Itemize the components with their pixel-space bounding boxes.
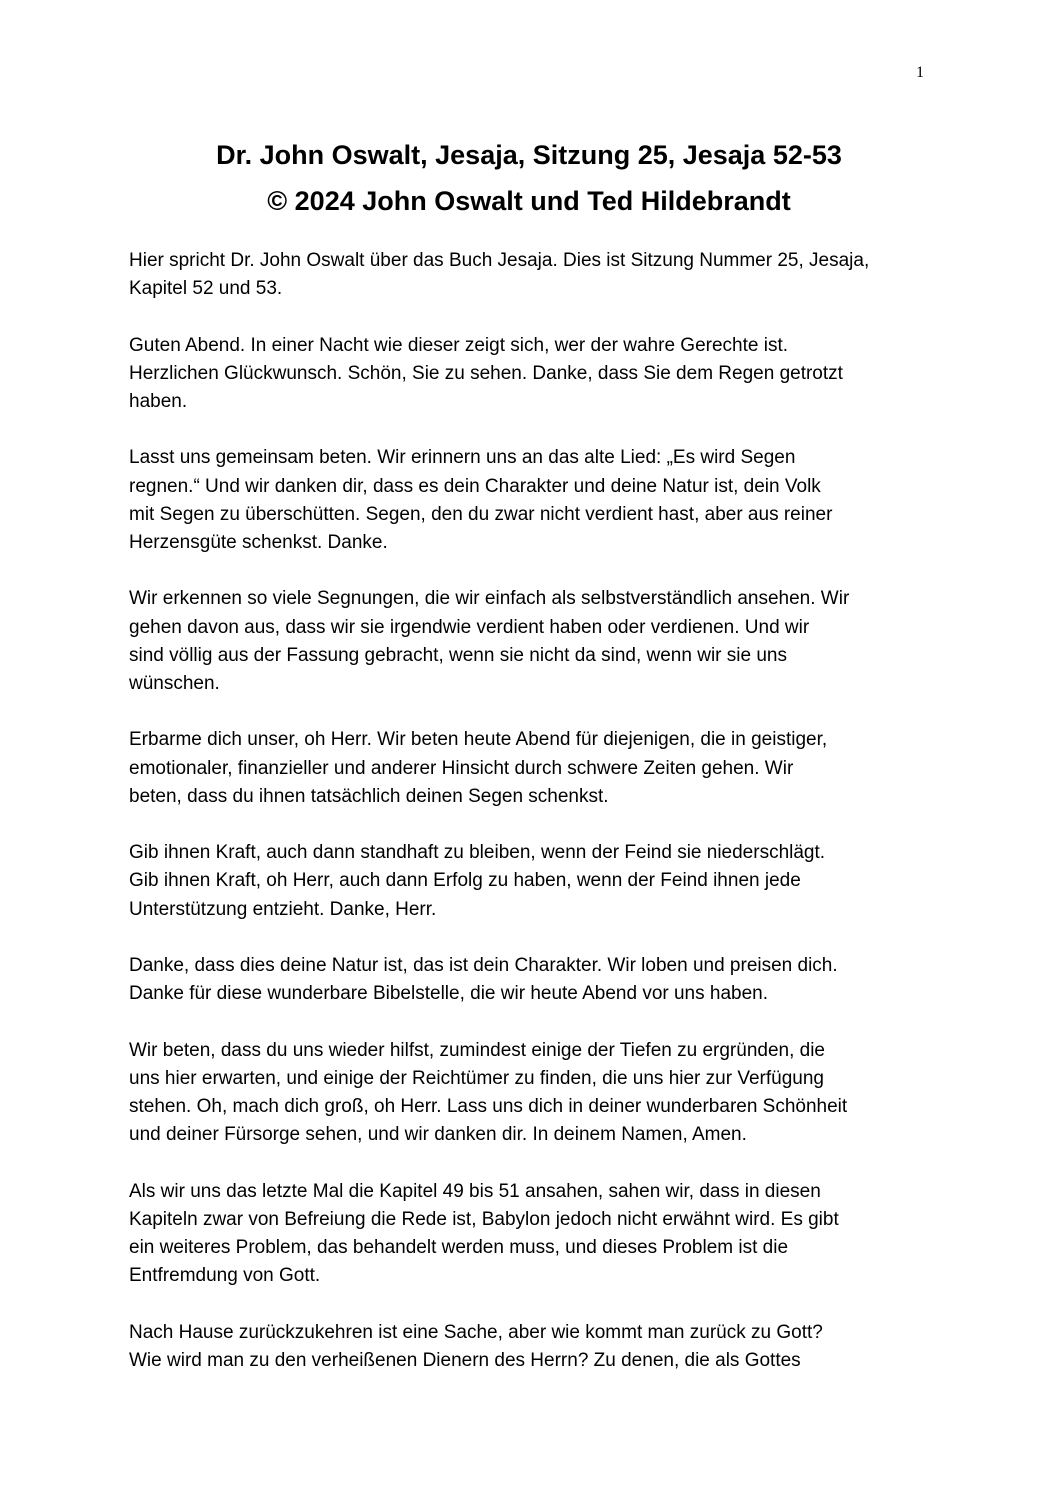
text-line: und deiner Fürsorge sehen, und wir danken dir. In deinem Namen, Amen.: [129, 1124, 747, 1146]
text-line: stehen. Oh, mach dich groß, oh Herr. Lass uns dich in deiner wunderbaren Schönheit: [129, 1095, 848, 1117]
text-line: Wir erkennen so viele Segnungen, die wir einfach als selbstverständlich ansehen. Wir: [129, 588, 850, 610]
text-line: Erbarme dich unser, oh Herr. Wir beten heute Abend für diejenigen, die in geistiger,: [129, 729, 828, 751]
text-line: Herzensgüte schenkst. Danke.: [129, 532, 388, 553]
paragraph: [129, 444, 929, 557]
text-line: haben.: [129, 391, 188, 412]
text-line: Als wir uns das letzte Mal die Kapitel 49 bis 51 ansahen, sahen wir, dass in diesen: [129, 1180, 821, 1202]
paragraph: [129, 585, 929, 698]
text-line: Guten Abend. In einer Nacht wie dieser zeigt sich, wer der wahre Gerechte ist.: [129, 334, 788, 356]
text-line: Nach Hause zurückzukehren ist eine Sache, aber wie kommt man zurück zu Gott?: [129, 1321, 823, 1343]
text-line: Unterstützung entzieht. Danke, Herr.: [129, 898, 437, 920]
text-line: Wie wird man zu den verheißenen Dienern des Herrn? Zu denen, die als Gottes: [129, 1349, 801, 1371]
text-line: Herzlichen Glückwunsch. Schön, Sie zu sehen. Danke, dass Sie dem Regen getrotzt: [129, 362, 843, 384]
title-line-1: Dr. John Oswalt, Jesaja, Sitzung 25, Jesaja 52-53: [216, 140, 842, 170]
paragraph: [129, 952, 929, 1008]
text-line: ein weiteres Problem, das behandelt werden muss, und dieses Problem ist die: [129, 1236, 789, 1258]
text-line: Kapitel 52 und 53.: [129, 278, 283, 300]
text-line: beten, dass du ihnen tatsächlich deinen Segen schenkst.: [129, 785, 609, 807]
text-line: Danke, dass dies deine Natur ist, das ist dein Charakter. Wir loben und preisen dich.: [129, 954, 838, 976]
paragraph: [129, 1319, 929, 1375]
text-line: Hier spricht Dr. John Oswalt über das Buch Jesaja. Dies ist Sitzung Nummer 25, Jesaja,: [129, 250, 870, 271]
text-line: uns hier erwarten, und einige der Reichtümer zu finden, die uns hier zur Verfügung: [129, 1067, 824, 1089]
text-line: Gib ihnen Kraft, auch dann standhaft zu bleiben, wenn der Feind sie niederschlägt.: [129, 842, 826, 864]
title-line-2: © 2024 John Oswalt und Ted Hildebrandt: [267, 186, 791, 216]
text-line: wünschen.: [129, 673, 220, 694]
paragraph: [129, 726, 929, 811]
document-title: [0, 132, 1058, 224]
paragraph: [129, 1037, 929, 1150]
document-body: [129, 247, 929, 1403]
paragraph: [129, 332, 929, 417]
text-line: Lasst uns gemeinsam beten. Wir erinnern uns an das alte Lied: „Es wird Segen: [129, 447, 796, 469]
text-line: Wir beten, dass du uns wieder hilfst, zumindest einige der Tiefen zu ergründen, die: [129, 1039, 825, 1061]
page-number: 1: [916, 64, 924, 81]
text-line: emotionaler, finanzieller und anderer Hinsicht durch schwere Zeiten gehen. Wir: [129, 757, 794, 779]
text-line: Danke für diese wunderbare Bibelstelle, die wir heute Abend vor uns haben.: [129, 983, 769, 1005]
paragraph: [129, 247, 929, 303]
text-line: sind völlig aus der Fassung gebracht, wenn sie nicht da sind, wenn wir sie uns: [129, 644, 787, 666]
text-line: gehen davon aus, dass wir sie irgendwie verdient haben oder verdienen. Und wir: [129, 616, 810, 638]
text-line: Kapiteln zwar von Befreiung die Rede ist, Babylon jedoch nicht erwähnt wird. Es gibt: [129, 1208, 839, 1230]
paragraph: [129, 1178, 929, 1291]
paragraph: [129, 839, 929, 924]
text-line: Entfremdung von Gott.: [129, 1265, 321, 1287]
text-line: regnen.“ Und wir danken dir, dass es dein Charakter und deine Natur ist, dein Volk: [129, 475, 821, 497]
text-line: Gib ihnen Kraft, oh Herr, auch dann Erfolg zu haben, wenn der Feind ihnen jede: [129, 870, 801, 892]
text-line: mit Segen zu überschütten. Segen, den du zwar nicht verdient hast, aber aus reiner: [129, 503, 833, 525]
